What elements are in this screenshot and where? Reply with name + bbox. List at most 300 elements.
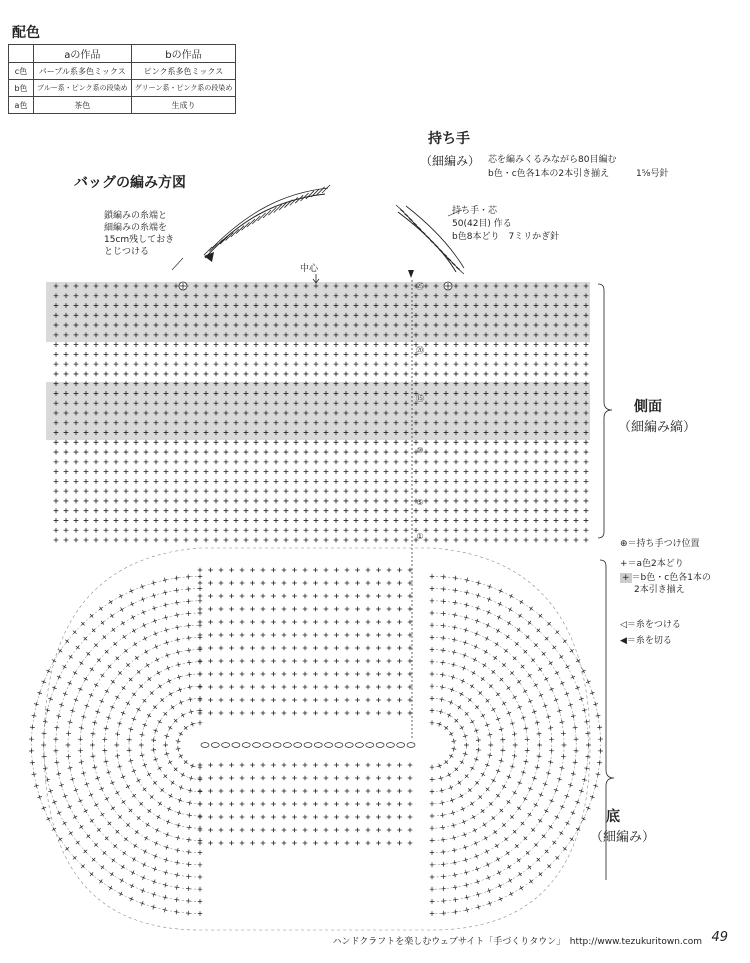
stitch-mark: [470, 766, 474, 770]
stitch-mark: [164, 538, 169, 543]
stitch-mark: [515, 642, 518, 646]
stitch-mark: [424, 508, 429, 513]
stitch-mark: [250, 672, 255, 677]
stitch-mark: [394, 528, 399, 533]
row-number: ⑮: [416, 394, 424, 403]
stitch-mark: [484, 528, 489, 533]
stitch-mark: [404, 450, 409, 455]
stitch-mark: [184, 450, 189, 455]
stitch-mark: [313, 685, 318, 690]
stitch-mark: [73, 671, 77, 675]
stitch-mark: [134, 469, 139, 474]
stitch-mark: [175, 637, 179, 642]
stitch-mark: [244, 372, 249, 377]
stitch-mark: [492, 816, 495, 820]
stitch-mark: [105, 797, 109, 801]
stitch-mark: [43, 766, 48, 770]
stitch-mark: [234, 362, 239, 367]
stitch-mark: [441, 899, 445, 904]
stitch-mark: [110, 872, 114, 876]
stitch-mark: [364, 372, 369, 377]
stitch-mark: [475, 706, 479, 709]
stitch-mark: [184, 372, 189, 377]
stitch-mark: [384, 372, 389, 377]
stitch-mark: [144, 538, 149, 543]
stitch-mark: [204, 499, 209, 504]
stitch-mark: [474, 469, 479, 474]
stitch-mark: [261, 711, 266, 716]
stitch-mark: [324, 499, 329, 504]
stitch-mark: [128, 727, 133, 731]
stitch-mark: [574, 479, 579, 484]
stitch-mark: [408, 763, 413, 768]
stitch-mark: [187, 660, 191, 665]
stitch-mark: [514, 372, 519, 377]
stitch-mark: [464, 518, 469, 523]
stitch-mark: [59, 703, 64, 707]
stitch-mark: [214, 352, 219, 357]
stitch-mark: [97, 658, 101, 661]
stitch-mark: [366, 841, 371, 846]
stitch-mark: [153, 706, 157, 709]
stitch-mark: [141, 888, 145, 892]
stitch-mark: [219, 568, 224, 573]
stitch-mark: [250, 594, 255, 599]
stitch-mark: [244, 459, 249, 464]
stitch-mark: [264, 528, 269, 533]
stitch-mark: [132, 794, 136, 797]
stitch-mark: [454, 362, 459, 367]
stitch-mark: [240, 607, 245, 612]
stitch-mark: [334, 789, 339, 794]
round-guide: [141, 686, 200, 804]
stitch-mark: [464, 459, 469, 464]
stitch-mark: [564, 459, 569, 464]
stitch-mark: [334, 698, 339, 703]
stitch-mark: [513, 830, 516, 833]
stitch-mark: [204, 352, 209, 357]
stitch-mark: [175, 897, 179, 902]
stitch-mark: [387, 581, 392, 586]
stitch-mark: [154, 518, 159, 523]
stitch-mark: [517, 680, 521, 684]
stitch-mark: [424, 538, 429, 543]
stitch-mark: [208, 776, 213, 781]
stitch-mark: [292, 672, 297, 677]
stitch-mark: [434, 508, 439, 513]
handle-core-note-3: b色8本どり 7ミリかぎ針: [452, 232, 560, 242]
stitch-mark: [244, 450, 249, 455]
stitch-mark: [271, 789, 276, 794]
stitch-mark: [74, 440, 79, 445]
stitch-mark: [74, 538, 79, 543]
stitch-mark: [175, 613, 179, 618]
stitch-mark: [534, 342, 539, 347]
stitch-mark: [144, 479, 149, 484]
stitch-mark: [434, 538, 439, 543]
stitch-mark: [105, 689, 109, 693]
stitch-mark: [198, 838, 202, 843]
stitch-mark: [514, 528, 519, 533]
stitch-mark: [131, 615, 135, 619]
stitch-mark: [124, 538, 129, 543]
stitch-mark: [106, 716, 111, 720]
stitch-mark: [187, 813, 191, 818]
stitch-mark: [334, 828, 339, 833]
stitch-mark: [229, 568, 234, 573]
stitch-mark: [52, 800, 56, 804]
stitch-mark: [102, 748, 107, 752]
stitch-mark: [81, 715, 86, 719]
page-number: 49: [711, 930, 728, 945]
stitch-mark: [376, 581, 381, 586]
stitch-mark: [525, 737, 530, 741]
stitch-mark: [464, 528, 469, 533]
stitch-mark: [134, 489, 139, 494]
stitch-mark: [449, 754, 453, 758]
stitch-mark: [344, 362, 349, 367]
stitch-mark: [274, 450, 279, 455]
stitch-mark: [324, 776, 329, 781]
stitch-mark: [504, 489, 509, 494]
stitch-mark: [571, 675, 575, 679]
stitch-mark: [254, 450, 259, 455]
stitch-mark: [229, 698, 234, 703]
stitch-mark: [134, 479, 139, 484]
stitch-mark: [204, 508, 209, 513]
stitch-mark: [560, 766, 565, 770]
stitch-mark: [168, 760, 172, 764]
stitch-mark: [214, 528, 219, 533]
stitch-mark: [434, 469, 439, 474]
stitch-mark: [534, 643, 537, 646]
stitch-mark: [78, 749, 83, 753]
stitch-mark: [554, 469, 559, 474]
stitch-mark: [426, 236, 434, 243]
stitch-mark: [54, 538, 59, 543]
stitch-mark: [509, 594, 513, 598]
stitch-mark: [304, 518, 309, 523]
stitch-mark: [271, 633, 276, 638]
stitch-mark: [574, 528, 579, 533]
table-cell: ブルー系・ピンク系の段染め: [34, 80, 132, 97]
stitch-mark: [502, 823, 505, 827]
stitch-mark: [234, 342, 239, 347]
stitch-mark: [434, 528, 439, 533]
stitch-mark: [334, 763, 339, 768]
stitch-mark: [68, 720, 73, 724]
stitch-mark: [169, 794, 173, 798]
stitch-mark: [564, 450, 569, 455]
stitch-mark: [234, 499, 239, 504]
stitch-mark: [292, 594, 297, 599]
table-cell: ピンク系多色ミックス: [131, 63, 236, 80]
stitch-mark: [74, 508, 79, 513]
stitch-mark: [148, 809, 151, 813]
stitch-mark: [366, 802, 371, 807]
stitch-mark: [229, 776, 234, 781]
stitch-mark: [94, 843, 97, 846]
stitch-mark: [424, 362, 429, 367]
stitch-mark: [155, 828, 159, 832]
stitch-mark: [434, 450, 439, 455]
stitch-mark: [445, 760, 448, 764]
stitch-mark: [355, 594, 360, 599]
stitch-mark: [502, 785, 506, 789]
stitch-mark: [324, 538, 329, 543]
stitch-mark: [514, 479, 519, 484]
stitch-mark: [456, 267, 464, 274]
stitch-mark: [274, 508, 279, 513]
stitch-mark: [314, 372, 319, 377]
stitch-mark: [554, 528, 559, 533]
stitch-mark: [194, 528, 199, 533]
stitch-mark: [324, 763, 329, 768]
stitch-mark: [554, 372, 559, 377]
stitch-mark: [219, 685, 224, 690]
stitch-mark: [84, 518, 89, 523]
stitch-mark: [404, 508, 409, 513]
stitch-mark: [442, 574, 446, 579]
stitch-mark: [219, 815, 224, 820]
stitch-mark: [544, 440, 549, 445]
stitch-mark: [376, 672, 381, 677]
stitch-mark: [434, 352, 439, 357]
stitch-mark: [234, 508, 239, 513]
chain-stitch: [325, 743, 333, 748]
stitch-mark: [154, 372, 159, 377]
stitch-mark: [498, 602, 502, 606]
round-guide: [432, 601, 576, 889]
stitch-mark: [464, 469, 469, 474]
stitch-mark: [535, 720, 540, 724]
stitch-mark: [424, 469, 429, 474]
stitch-mark: [408, 659, 413, 664]
stitch-mark: [208, 607, 213, 612]
stitch-mark: [534, 479, 539, 484]
stitch-mark: [94, 683, 98, 687]
stitch-mark: [282, 802, 287, 807]
stitch-mark: [430, 887, 434, 892]
stitch-mark: [244, 508, 249, 513]
stitch-mark: [496, 794, 500, 797]
stitch-mark: [324, 489, 329, 494]
stitch-mark: [313, 594, 318, 599]
stitch-mark: [590, 795, 595, 799]
stitch-mark: [374, 450, 379, 455]
stitch-mark: [284, 450, 289, 455]
legend-handle-position: ⊕＝持ち手つけ位置: [620, 539, 700, 549]
stitch-mark: [574, 737, 579, 741]
stitch-mark: [404, 518, 409, 523]
stitch-mark: [440, 813, 444, 818]
stitch-mark: [473, 828, 477, 832]
stitch-mark: [554, 489, 559, 494]
stitch-mark: [526, 851, 529, 855]
stitch-mark: [549, 661, 553, 665]
stitch-mark: [468, 698, 471, 702]
stitch-mark: [114, 538, 119, 543]
stitch-mark: [46, 817, 50, 821]
stitch-mark: [504, 649, 507, 653]
stitch-mark: [554, 518, 559, 523]
stitch-mark: [171, 781, 175, 785]
stitch-mark: [430, 720, 434, 725]
stitch-mark: [304, 362, 309, 367]
stitch-mark: [204, 528, 209, 533]
stitch-mark: [58, 649, 62, 653]
stitch-mark: [364, 362, 369, 367]
stitch-mark: [355, 698, 360, 703]
stitch-mark: [376, 763, 381, 768]
stitch-mark: [134, 538, 139, 543]
stitch-mark: [545, 850, 549, 853]
stitch-mark: [208, 594, 213, 599]
stitch-mark: [94, 479, 99, 484]
stitch-mark: [486, 623, 490, 627]
center-label: 中心: [300, 264, 319, 274]
stitch-mark: [366, 568, 371, 573]
stitch-mark: [564, 440, 569, 445]
stitch-mark: [517, 628, 521, 632]
stitch-mark: [524, 650, 527, 653]
stitch-mark: [114, 508, 119, 513]
stitch-mark: [282, 698, 287, 703]
stitch-mark: [224, 352, 229, 357]
stitch-mark: [510, 764, 515, 768]
stitch-mark: [284, 362, 289, 367]
stitch-mark: [229, 659, 234, 664]
stitch-mark: [554, 698, 559, 702]
stitch-mark: [424, 372, 429, 377]
stitch-mark: [596, 772, 601, 776]
stitch-mark: [114, 528, 119, 533]
stitch-mark: [62, 665, 66, 669]
stitch-mark: [141, 610, 145, 614]
stitch-mark: [355, 763, 360, 768]
stitch-mark: [486, 862, 490, 866]
stitch-mark: [565, 692, 569, 696]
stitch-mark: [229, 711, 234, 716]
stitch-mark: [271, 672, 276, 677]
stitch-mark: [584, 469, 589, 474]
stitch-mark: [313, 672, 318, 677]
stitch-mark: [240, 815, 245, 820]
stitch-mark: [250, 568, 255, 573]
stitch-mark: [510, 815, 514, 818]
stitch-mark: [219, 620, 224, 625]
stitch-mark: [397, 607, 402, 612]
stitch-mark: [397, 828, 402, 833]
stitch-mark: [164, 440, 169, 445]
stitch-mark: [523, 797, 527, 801]
stitch-mark: [496, 769, 500, 773]
stitch-mark: [120, 878, 124, 882]
stitch-mark: [165, 640, 169, 645]
stitch-mark: [444, 518, 449, 523]
stitch-mark: [234, 440, 239, 445]
stitch-mark: [282, 633, 287, 638]
stitch-mark: [224, 440, 229, 445]
stitch-mark: [303, 581, 308, 586]
stitch-mark: [531, 828, 535, 831]
stitch-mark: [441, 648, 445, 653]
stitch-mark: [271, 581, 276, 586]
stitch-mark: [261, 581, 266, 586]
stitch-mark: [564, 508, 569, 513]
stitch-mark: [397, 672, 402, 677]
stitch-mark: [537, 858, 540, 862]
stitch-mark: [152, 606, 156, 611]
stitch-mark: [475, 867, 479, 872]
stitch-mark: [176, 662, 180, 667]
stitch-mark: [254, 479, 259, 484]
stitch-mark: [250, 789, 255, 794]
stitch-mark: [144, 489, 149, 494]
stitch-mark: [184, 726, 187, 730]
stitch-mark: [474, 518, 479, 523]
stitch-mark: [151, 905, 155, 910]
stitch-mark: [122, 686, 126, 690]
stitch-mark: [104, 726, 109, 730]
stitch-mark: [133, 844, 137, 848]
stitch-mark: [292, 659, 297, 664]
stitch-mark: [355, 659, 360, 664]
stitch-mark: [364, 528, 369, 533]
stitch-mark: [334, 499, 339, 504]
stitch-mark: [590, 691, 595, 695]
stitch-mark: [164, 528, 169, 533]
stitch-mark: [124, 508, 129, 513]
stitch-mark: [584, 440, 589, 445]
color-scheme-title: 配色: [12, 25, 40, 41]
stitch-mark: [563, 639, 567, 642]
stitch-mark: [176, 823, 180, 828]
stitch-mark: [464, 372, 469, 377]
stitch-mark: [104, 459, 109, 464]
stitch-mark: [524, 440, 529, 445]
stitch-mark: [158, 684, 162, 688]
stitch-mark: [434, 489, 439, 494]
stitch-mark: [430, 672, 434, 677]
stitch-mark: [261, 789, 266, 794]
stitch-mark: [214, 459, 219, 464]
legend-bc-color: + ＝b色・c色各1本の: [622, 573, 711, 583]
stitch-mark: [408, 776, 413, 781]
stitch-mark: [250, 815, 255, 820]
stitch-mark: [474, 508, 479, 513]
stitch-mark: [94, 489, 99, 494]
stitch-mark: [292, 607, 297, 612]
stitch-mark: [68, 766, 73, 770]
stitch-mark: [408, 594, 413, 599]
stitch-mark: [264, 489, 269, 494]
stitch-mark: [474, 362, 479, 367]
stitch-mark: [404, 459, 409, 464]
stitch-mark: [264, 538, 269, 543]
stitch-mark: [164, 628, 168, 633]
stitch-mark: [147, 772, 151, 776]
stitch-mark: [474, 757, 479, 761]
stitch-mark: [430, 611, 434, 616]
stitch-mark: [292, 828, 297, 833]
stitch-mark: [387, 789, 392, 794]
stitch-mark: [430, 826, 434, 831]
stitch-mark: [303, 763, 308, 768]
stitch-mark: [188, 685, 192, 690]
stitch-mark: [219, 607, 224, 612]
stitch-mark: [514, 342, 519, 347]
